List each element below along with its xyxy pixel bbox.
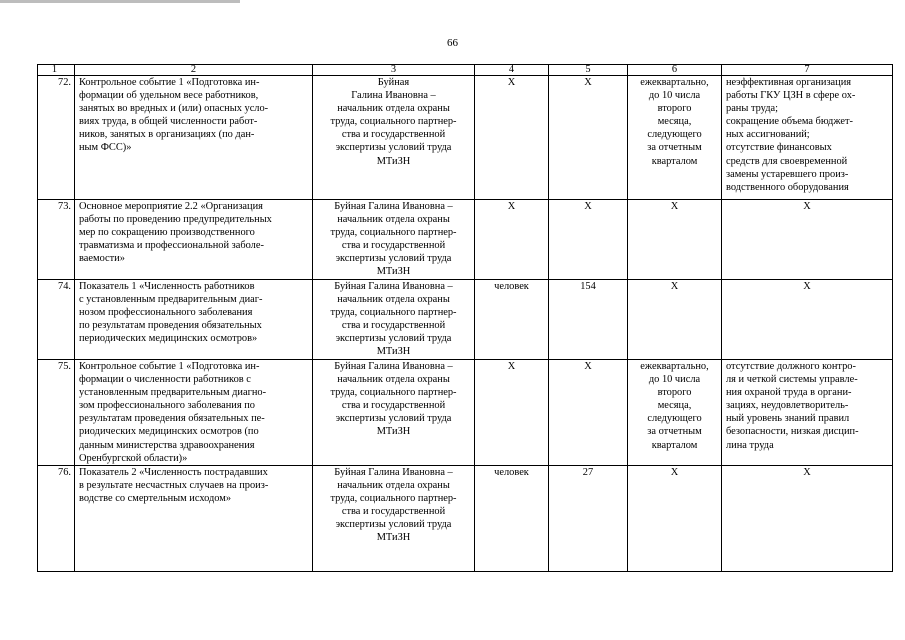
row-name-line: ным ФСС)» [79, 142, 132, 154]
row-responsible [313, 465, 475, 571]
row-risks [722, 280, 893, 360]
row-responsible-line: экспертизы условий труда [335, 253, 452, 265]
row-name-line: мер по сокращению производственного [79, 227, 255, 239]
row-name-line: занятых во вредных и (или) опасных усло- [79, 103, 269, 115]
row-value: Х [549, 76, 628, 200]
row-deadline-line: Х [670, 281, 679, 292]
row-unit: Х [475, 76, 549, 200]
row-name [75, 280, 313, 360]
row-deadline-line: до 10 числа [648, 90, 701, 102]
column-header-2: 2 [75, 65, 313, 76]
row-responsible-line: Галина Ивановна – [351, 90, 436, 102]
row-number: 74. [38, 280, 75, 360]
row-responsible-line: ства и государственной [341, 320, 446, 332]
row-name-line: Контрольное событие 1 «Подготовка ин- [79, 77, 260, 88]
row-deadline-line: второго [657, 103, 692, 115]
row-risks-line: отсутствие финансовых [726, 142, 832, 154]
column-header-1: 1 [38, 65, 75, 76]
row-responsible-line: Буйная Галина Ивановна – [334, 361, 453, 372]
row-name-line: формации о численности работников с [79, 374, 251, 386]
row-responsible [313, 280, 475, 360]
row-responsible-line: труда, социального партнер- [330, 307, 457, 319]
row-deadline [628, 360, 722, 466]
table-row [38, 280, 893, 360]
table-body [38, 76, 893, 572]
row-responsible-line: МТиЗН [376, 346, 411, 358]
row-risks-line: отсутствие должного контро- [726, 361, 856, 372]
row-risks-line: средств для своевременной [726, 155, 848, 167]
row-deadline [628, 465, 722, 571]
row-deadline-line: месяца, [657, 400, 692, 412]
row-responsible-line: Буйная Галина Ивановна – [334, 466, 453, 478]
row-responsible-line: труда, социального партнер- [330, 492, 457, 504]
row-name-line: результатам проведения обязательных пе- [79, 413, 265, 425]
row-deadline-line: Х [670, 466, 679, 478]
row-name [75, 465, 313, 571]
row-name-line: нозом профессионального заболевания [79, 307, 253, 319]
row-deadline [628, 76, 722, 200]
row-name-line: Контрольное событие 1 «Подготовка ин- [79, 361, 260, 372]
page-number: 66 [447, 37, 458, 49]
row-number: 75. [38, 360, 75, 466]
row-name-line: ников, занятых в организациях (по дан- [79, 129, 255, 141]
row-name-line: зом профессионального заболевания по [79, 400, 255, 412]
row-unit: Х [475, 200, 549, 280]
row-name-line: ваемости» [79, 253, 125, 265]
row-deadline-line: кварталом [651, 439, 698, 451]
row-name-line: Оренбургской области)» [79, 452, 188, 464]
row-number: 76. [38, 465, 75, 571]
row-responsible-line: Буйная Галина Ивановна – [334, 281, 453, 292]
row-responsible [313, 200, 475, 280]
row-deadline-line: следующего [647, 413, 702, 425]
row-responsible-line: экспертизы условий труда [335, 413, 452, 425]
row-responsible-line: начальник отдела охраны [337, 103, 450, 115]
row-name-line: травматизма и профессиональной заболе- [79, 240, 264, 252]
column-header-6: 6 [628, 65, 722, 76]
row-responsible-line: труда, социального партнер- [330, 387, 457, 399]
row-number: 73. [38, 200, 75, 280]
row-number: 72. [38, 76, 75, 200]
row-responsible-line: начальник отдела охраны [337, 374, 450, 386]
row-risks-line: ния охраной труда в органи- [726, 387, 852, 399]
row-responsible-line: начальник отдела охраны [337, 294, 450, 306]
row-deadline-line: за отчетным [647, 142, 702, 154]
row-unit: человек [475, 465, 549, 571]
row-responsible-line: труда, социального партнер- [330, 227, 457, 239]
row-name [75, 200, 313, 280]
row-risks-line: зациях, неудовлетворитель- [726, 400, 849, 412]
row-risks-line: ный уровень знаний правил [726, 413, 850, 425]
row-risks [722, 200, 893, 280]
row-risks-line: неэффективная организация [726, 77, 852, 88]
row-deadline-line: следующего [647, 129, 702, 141]
row-risks [722, 360, 893, 466]
column-header-4: 4 [475, 65, 549, 76]
row-risks-line: раны труда; [726, 103, 778, 115]
row-risks-line: замены устаревшего произ- [726, 168, 849, 180]
row-risks-line: ных ассигнований; [726, 129, 810, 141]
row-responsible-line: труда, социального партнер- [330, 116, 457, 128]
row-responsible-line: экспертизы условий труда [335, 519, 452, 531]
row-responsible-line: ства и государственной [341, 400, 446, 412]
row-deadline [628, 200, 722, 280]
row-risks [722, 76, 893, 200]
table-row [38, 200, 893, 280]
row-responsible-line: ства и государственной [341, 129, 446, 141]
row-risks-line: сокращение объема бюджет- [726, 116, 853, 128]
row-responsible-line: ства и государственной [341, 240, 446, 252]
row-name [75, 360, 313, 466]
row-name [75, 76, 313, 200]
row-risks [722, 465, 893, 571]
row-name-line: Основное мероприятие 2.2 «Организация [79, 201, 263, 212]
row-risks-line: безопасности, низкая дисцип- [726, 426, 859, 438]
row-risks-line: ля и четкой системы управле- [726, 374, 858, 386]
row-unit: человек [475, 280, 549, 360]
row-name-line: формации об удельном весе работников, [79, 90, 259, 102]
row-responsible [313, 76, 475, 200]
row-name-line: виях труда, в общей численности работ- [79, 116, 258, 128]
row-name-line: Показатель 1 «Численность работников [79, 281, 255, 292]
row-name-line: установленным предварительным диагно- [79, 387, 267, 399]
row-responsible-line: ства и государственной [341, 506, 446, 518]
row-responsible-line: МТиЗН [376, 155, 411, 167]
row-unit: Х [475, 360, 549, 466]
row-name-line: по результатам проведения обязательных [79, 320, 262, 332]
column-header-7: 7 [722, 65, 893, 76]
row-value: Х [549, 360, 628, 466]
row-risks-line: Х [803, 201, 811, 212]
row-risks-line: работы ГКУ ЦЗН в сфере ох- [726, 90, 856, 102]
row-value: 154 [549, 280, 628, 360]
row-name-line: водстве со смертельным исходом» [79, 492, 232, 504]
row-deadline-line: за отчетным [647, 426, 702, 438]
column-header-3: 3 [313, 65, 475, 76]
row-responsible-line: Буйная [377, 77, 410, 88]
row-responsible-line: МТиЗН [376, 426, 411, 438]
row-responsible-line: экспертизы условий труда [335, 333, 452, 345]
row-deadline-line: второго [657, 387, 692, 399]
row-name-line: периодических медицинских осмотров» [79, 333, 258, 345]
row-responsible-line: МТиЗН [376, 266, 411, 278]
row-name-line: в результате несчастных случаев на произ- [79, 479, 269, 491]
row-responsible-line: начальник отдела охраны [337, 214, 450, 226]
plan-table [37, 64, 893, 572]
row-risks-line: лина труда [726, 439, 774, 451]
row-responsible-line: Буйная Галина Ивановна – [334, 201, 453, 212]
column-header-5: 5 [549, 65, 628, 76]
row-responsible-line: экспертизы условий труда [335, 142, 452, 154]
row-risks-line: Х [803, 466, 811, 478]
row-deadline-line: кварталом [651, 155, 698, 167]
row-risks-line: водственного оборудования [726, 181, 849, 193]
row-risks-line: Х [803, 281, 811, 292]
row-responsible [313, 360, 475, 466]
row-name-line: с установленным предварительным диаг- [79, 294, 263, 306]
header-row [38, 65, 893, 76]
table-row [38, 76, 893, 200]
row-responsible-line: начальник отдела охраны [337, 479, 450, 491]
row-value: Х [549, 200, 628, 280]
row-deadline-line: ежеквартально, [640, 361, 709, 372]
top-edge-bar [0, 0, 240, 3]
row-value: 27 [549, 465, 628, 571]
row-deadline-line: ежеквартально, [640, 77, 709, 88]
table-row [38, 465, 893, 571]
row-name-line: Показатель 2 «Численность пострадавших [79, 466, 268, 478]
row-responsible-line: МТиЗН [376, 532, 411, 544]
row-name-line: риодических медицинских осмотров (по [79, 426, 259, 438]
row-deadline [628, 280, 722, 360]
table-row [38, 360, 893, 466]
row-deadline-line: Х [670, 201, 679, 212]
row-name-line: работы по проведению предупредительных [79, 214, 272, 226]
row-deadline-line: месяца, [657, 116, 692, 128]
row-deadline-line: до 10 числа [648, 374, 701, 386]
row-name-line: данным министерства здравоохранения [79, 439, 255, 451]
